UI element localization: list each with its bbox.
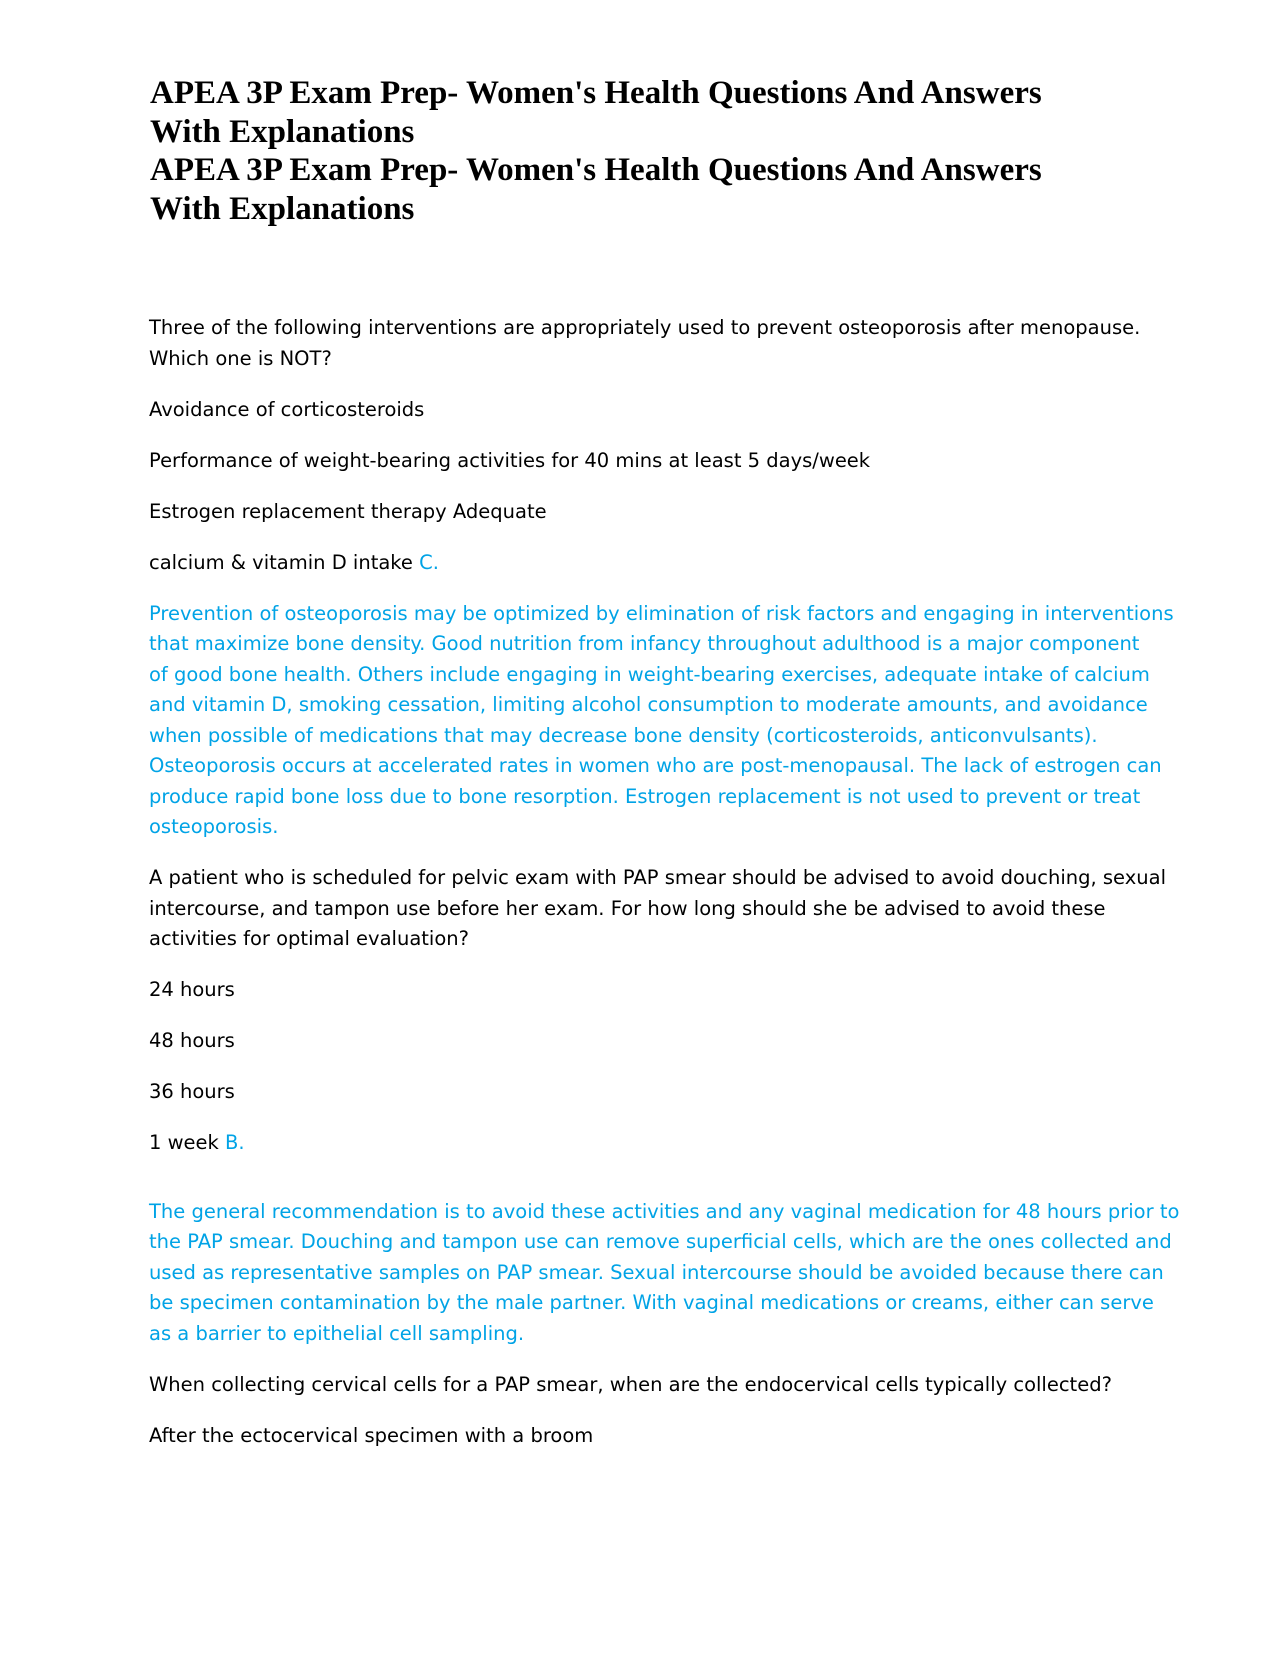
question-3-option: After the ectocervical specimen with a broom [149, 1423, 594, 1447]
question-2-answer: B. [225, 1131, 245, 1154]
question-2-text [149, 863, 1166, 955]
question-2-option: 36 hours [149, 1080, 235, 1103]
question-2-option-with-answer [149, 1128, 1149, 1159]
question-2-option: 1 week [149, 1131, 219, 1154]
explanation-line: when possible of medications that may decrease bone density (corticosteroids, anticonvulsants). [149, 723, 1098, 747]
title-line: APEA 3P Exam Prep- Women's Health Questions And Answers [150, 152, 1042, 188]
explanation-line: that maximize bone density. Good nutrition from infancy throughout adulthood is a major component [149, 632, 1140, 655]
question-line: Which one is NOT? [149, 346, 332, 370]
question-3-text [149, 1370, 1149, 1401]
question-1-explanation [149, 599, 1174, 843]
question-1-answer: C. [419, 550, 439, 574]
document-body [149, 313, 1180, 1472]
question-2-explanation [149, 1197, 1180, 1350]
question-1-option: Estrogen replacement therapy Adequate [149, 499, 547, 523]
explanation-line: be specimen contamination by the male partner. With vaginal medications or creams, either can serve [149, 1291, 1154, 1314]
explanation-line: Osteoporosis occurs at accelerated rates in women who are post-menopausal. The lack of estrogen can [149, 754, 1162, 777]
explanation-line: the PAP smear. Douching and tampon use can remove superficial cells, which are the ones collected and [149, 1230, 1172, 1253]
title-line: With Explanations [150, 113, 415, 150]
question-2-option: 48 hours [149, 1029, 235, 1052]
explanation-line: Prevention of osteoporosis may be optimized by elimination of risk factors and engaging in interventions [149, 601, 1174, 625]
explanation-line: used as representative samples on PAP smear. Sexual intercourse should be avoided because there can [149, 1260, 1164, 1284]
question-line: Three of the following interventions are appropriately used to prevent osteoporosis after menopause. [149, 316, 1141, 339]
explanation-line: and vitamin D, smoking cessation, limiting alcohol consumption to moderate amounts, and avoidance [149, 693, 1148, 716]
explanation-line: osteoporosis. [149, 815, 279, 838]
question-line: A patient who is scheduled for pelvic exam with PAP smear should be advised to avoid douching, sexual [149, 866, 1166, 889]
question-1-option-with-answer [149, 548, 1149, 579]
question-1-option: Avoidance of corticosteroids [149, 397, 425, 421]
explanation-line: produce rapid bone loss due to bone resorption. Estrogen replacement is not used to prevent or treat [149, 784, 1141, 808]
title-line: With Explanations [150, 190, 415, 227]
question-2-option: 24 hours [149, 978, 235, 1001]
title-line: APEA 3P Exam Prep- Women's Health Questions And Answers [150, 75, 1042, 111]
document-title [150, 74, 1150, 228]
explanation-line: The general recommendation is to avoid these activities and any vaginal medication for 48 hours prior to [149, 1199, 1180, 1223]
question-1-text [149, 313, 1149, 374]
question-line: When collecting cervical cells for a PAP smear, when are the endocervical cells typically collected? [149, 1372, 1112, 1396]
explanation-line: of good bone health. Others include engaging in weight-bearing exercises, adequate intake of calcium [149, 662, 1150, 686]
explanation-line: as a barrier to epithelial cell sampling. [149, 1321, 525, 1345]
question-1-option: Performance of weight-bearing activities for 40 mins at least 5 days/week [149, 448, 871, 472]
question-1-option: calcium & vitamin D intake [149, 550, 413, 574]
question-line: intercourse, and tampon use before her exam. For how long should she be advised to avoid these [149, 896, 1106, 920]
question-line: activities for optimal evaluation? [149, 927, 469, 950]
